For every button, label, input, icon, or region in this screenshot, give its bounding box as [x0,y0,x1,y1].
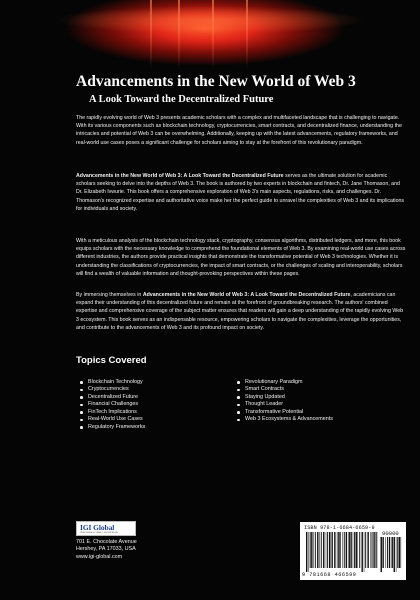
isbn-barcode [300,522,406,580]
barcode-bar [375,532,376,568]
address-city: Hershey, PA 17033, USA [76,546,136,553]
barcode-bar [321,532,322,568]
topic-item: Smart Contracts [236,386,333,393]
barcode-bar [370,532,371,568]
paragraph-4-bold-title: Advancements in the New World of Web 3: A Look Toward the Decentralized Future [142,292,351,298]
barcode-bar [332,532,333,568]
topic-item: Thought Leader [236,401,333,408]
barcode-bar [329,532,330,568]
barcode-bar [317,532,318,568]
topic-item: Revolutionary Paradigm [236,379,333,386]
topics-list-right [236,379,333,424]
bullet-icon [237,419,240,422]
address-street: 701 E. Chocolate Avenue [76,539,137,545]
barcode-bar [381,537,382,572]
barcode-bar [364,532,365,572]
paragraph-4-lead: By immersing themselves in [76,292,143,298]
description-paragraph-2 [76,172,406,213]
publisher-address [76,539,196,561]
barcode-bar [362,532,363,572]
barcode-bar [380,537,381,572]
ean-barcode-bars [306,532,378,572]
barcode-bar [389,537,390,568]
red-light-flare [0,0,420,70]
barcode-bar [357,532,358,568]
bullet-icon [237,404,240,407]
barcode-bar [311,532,312,568]
barcode-bar [354,532,355,568]
topic-item: Staying Updated [236,394,333,401]
paragraph-2-bold-title: Advancements in the New World of Web 3: A Look Toward the Decentralized Future [76,173,284,179]
bullet-icon [237,389,240,392]
barcode-bar [323,532,324,568]
barcode-bar [394,537,395,572]
barcode-bar [310,532,311,568]
barcode-bar [373,532,374,568]
barcode-bar [396,537,397,572]
topic-item: Decentralized Future [79,394,145,401]
barcode-bar [338,532,339,568]
barcode-bar [397,537,398,568]
barcode-bar [387,537,388,568]
book-title: Advancements in the New World of Web 3 [76,73,356,90]
topic-item: Cryptocurrencies [79,386,145,393]
paragraph-2-text: serves as the ultimate solution for academic scholars seeking to delve into the depths of Web 3. The book is authored by two experts in blockchain and fintech, Dr. Jane Thomason, and Dr. Elizabeth Ivwurie. This book offers a comprehensive exploration of Web 3's main aspects, regulations, risks, and challenges. Dr. Thomason's recognized expertise and authoritative voice make her the perfect guide to unravel the complexities of Web 3 and its implications for individuals and society. [76,173,405,212]
publisher-logo [76,521,136,536]
barcode-bar [308,532,309,572]
publisher-website-link[interactable]: www.igi-global.com [76,553,123,560]
barcode-bar [346,532,347,568]
barcode-bar [326,532,327,568]
topic-item: FinTech Implications [79,409,145,416]
description-paragraph-1: The rapidly evolving world of Web 3 presents academic scholars with a complex and multifaceted landscape that is challenging to navigate. With its various components such as blockchain technology, cryptocurrencies, smart contracts, and decentralized finance, understanding the intricacies and potential of Web 3 can be overwhelming. Additionally, keeping up with the latest advancements, regulatory frameworks, and real-world use cases poses a significant challenge for scholars aiming to stay at the forefront of this revolutionary paradigm. [76,115,402,146]
bullet-icon [80,404,83,407]
topic-item: Financial Challenges [79,401,145,408]
barcode-bar [344,532,345,568]
paragraph-4-text: , academicians can expand their understanding of this decentralized future and remain at the forefront of groundbreaking research. The authors' combined expertise and comprehensive coverage of the subject matter ensures that readers will gain a deep understanding of the rapidly evolving Web 3 ecosystem. This book serves as an indispensable resource, empowering scholars to navigate the complexities, leverage the opportunities, and contribute to the advancements of Web 3 and its profound impact on society. [76,292,404,331]
barcode-bar [337,532,338,568]
barcode-bar [349,532,350,568]
publisher-logo-tagline: PUBLISHER of TIMELY KNOWLEDGE [80,531,118,534]
barcode-bar [315,532,316,568]
barcode-bar [382,537,383,568]
barcode-bar [353,532,354,568]
barcode-bar [327,532,328,568]
bullet-icon [80,411,83,414]
barcode-bar [319,532,320,568]
barcode-bar [350,532,351,568]
barcode-bar [339,532,340,568]
bullet-icon [80,389,83,392]
barcode-bar [356,532,357,568]
barcode-bar [385,537,386,568]
description-paragraph-4 [76,291,406,332]
barcode-bar [342,532,343,568]
barcode-bar [399,537,400,568]
barcode-bar [372,532,373,568]
barcode-bar [376,532,377,568]
topic-item: Transformative Potential [236,409,333,416]
topics-heading: Topics Covered [76,355,147,366]
barcode-bar [392,537,393,568]
publisher-logo-text: IGI Global [80,523,115,532]
barcode-bar [365,532,366,568]
topics-list-left [79,379,145,431]
topic-item: Web 3 Ecosystems & Advancements [236,416,333,423]
bullet-icon [80,396,83,399]
barcode-bar [391,537,392,568]
barcode-bar [334,532,335,568]
isbn-label: ISBN 978-1-6684-6659-9 [304,525,375,531]
barcode-bar [331,532,332,568]
addon-barcode-bars [380,537,402,572]
barcode-bar [367,532,368,568]
description-paragraph-3: With a meticulous analysis of the blockchain technology stack, cryptography, consensus algorithms, distributed ledgers, and more, this book equips scholars with the necessary knowledge to comprehend the foundational elements of Web 3. By examining real-world use cases across different industries, the authors provide practical insights that demonstrate the transformative potential of Web 3 technologies. Whether it is understanding the classifications of cryptocurrencies, the impact of smart contracts, or the challenges of scaling and interoperability, scholars will find a wealth of valuable information and thought-provoking perspectives within these pages. [76,238,406,277]
barcode-bar [401,537,402,568]
bullet-icon [237,381,240,384]
ean-barcode-digits: 9 781668 466599 [302,572,357,578]
bullet-icon [237,411,240,414]
bullet-icon [80,426,83,429]
barcode-bar [313,532,314,568]
bullet-icon [237,396,240,399]
barcode-price-code: 90000 [382,530,399,537]
topic-item: Real-World Use Cases [79,416,145,423]
barcode-bar [359,532,360,568]
topic-item: Regulatory Frameworks [79,424,145,431]
book-subtitle: A Look Toward the Decentralized Future [89,94,274,105]
topic-item: Blockchain Technology [79,379,145,386]
bullet-icon [80,381,83,384]
barcode-bar [348,532,349,568]
bullet-icon [80,419,83,422]
barcode-bar [306,532,307,572]
